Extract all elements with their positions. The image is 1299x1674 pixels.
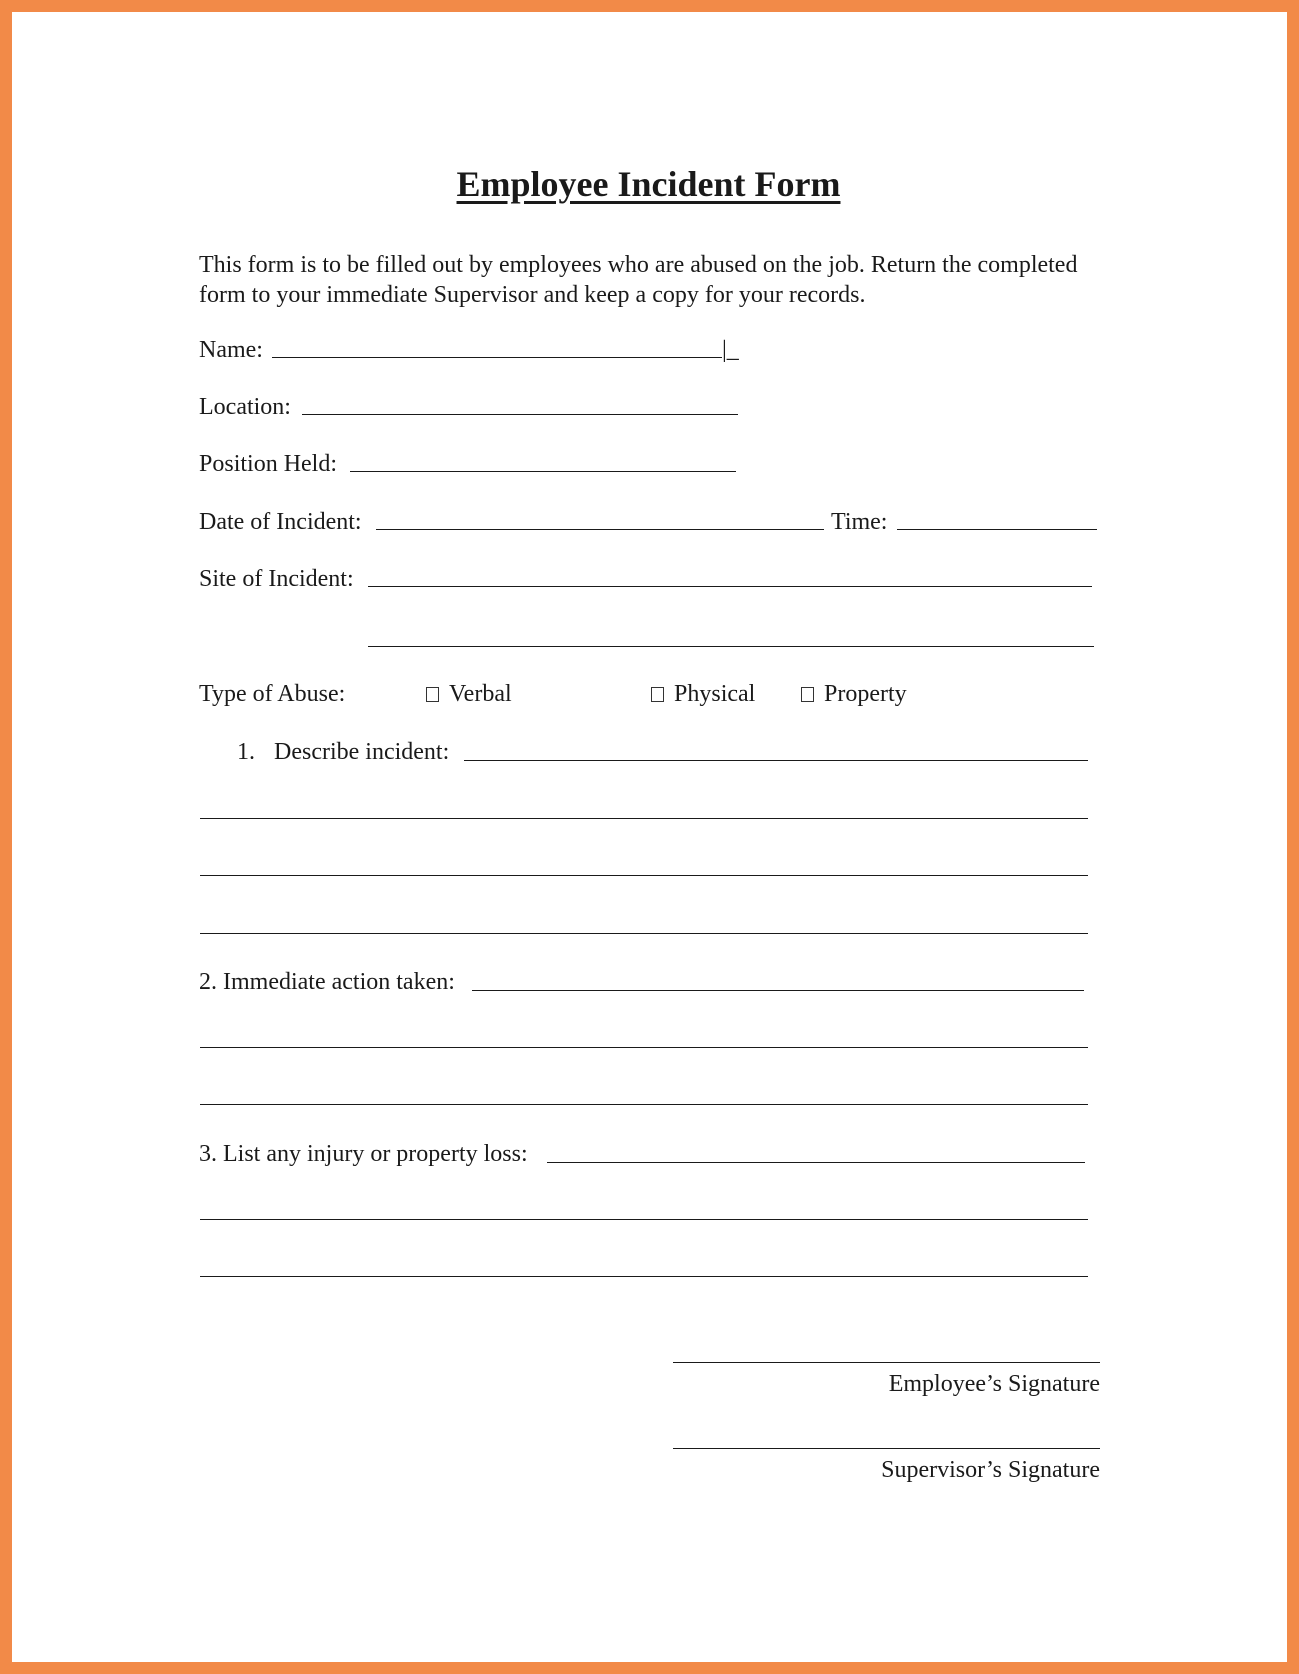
supervisor-signature-label: Supervisor’s Signature [881, 1457, 1100, 1483]
q1-answer-line-1[interactable] [464, 760, 1088, 761]
form-title: Employee Incident Form [456, 164, 841, 204]
q3-answer-line-3[interactable] [200, 1276, 1088, 1277]
date-label: Date of Incident: [199, 509, 362, 535]
name-label: Name: [199, 337, 263, 363]
employee-signature-label: Employee’s Signature [888, 1371, 1100, 1397]
site-field[interactable] [368, 586, 1092, 587]
position-label: Position Held: [199, 451, 338, 477]
q1-answer-line-2[interactable] [200, 818, 1088, 819]
property-checkbox[interactable] [801, 687, 814, 702]
q2-label: 2. Immediate action taken: [199, 969, 455, 995]
time-field[interactable] [897, 529, 1097, 530]
q2-answer-line-3[interactable] [200, 1104, 1088, 1105]
physical-checkbox[interactable] [651, 687, 664, 702]
name-field-cursor: |_ [722, 337, 739, 363]
q3-label: 3. List any injury or property loss: [199, 1141, 528, 1167]
q1-label: Describe incident: [274, 739, 450, 765]
verbal-checkbox[interactable] [426, 687, 439, 702]
employee-signature-line[interactable] [673, 1362, 1100, 1363]
abuse-type-label: Type of Abuse: [199, 681, 346, 707]
site-label: Site of Incident: [199, 566, 354, 592]
q2-answer-line-2[interactable] [200, 1047, 1088, 1048]
abuse-option-physical[interactable]: Physical [651, 682, 755, 706]
location-label: Location: [199, 394, 291, 420]
abuse-option-property[interactable]: Property [801, 682, 907, 706]
name-field[interactable] [272, 357, 722, 358]
supervisor-signature-line[interactable] [673, 1448, 1100, 1449]
q2-answer-line-1[interactable] [472, 990, 1084, 991]
date-field[interactable] [376, 529, 824, 530]
q1-answer-line-4[interactable] [200, 933, 1088, 934]
q3-answer-line-2[interactable] [200, 1219, 1088, 1220]
location-field[interactable] [302, 414, 738, 415]
site-field-line-2[interactable] [368, 646, 1094, 647]
q1-answer-line-3[interactable] [200, 875, 1088, 876]
form-intro: This form is to be filled out by employees who are abused on the job. Return the completed form to your immediate Supervisor and keep a copy for your records. [199, 252, 1078, 308]
q1-number: 1. [237, 739, 255, 765]
q3-answer-line-1[interactable] [547, 1162, 1085, 1163]
time-label: Time: [831, 509, 888, 535]
abuse-option-verbal[interactable]: Verbal [426, 682, 512, 706]
position-field[interactable] [350, 471, 736, 472]
